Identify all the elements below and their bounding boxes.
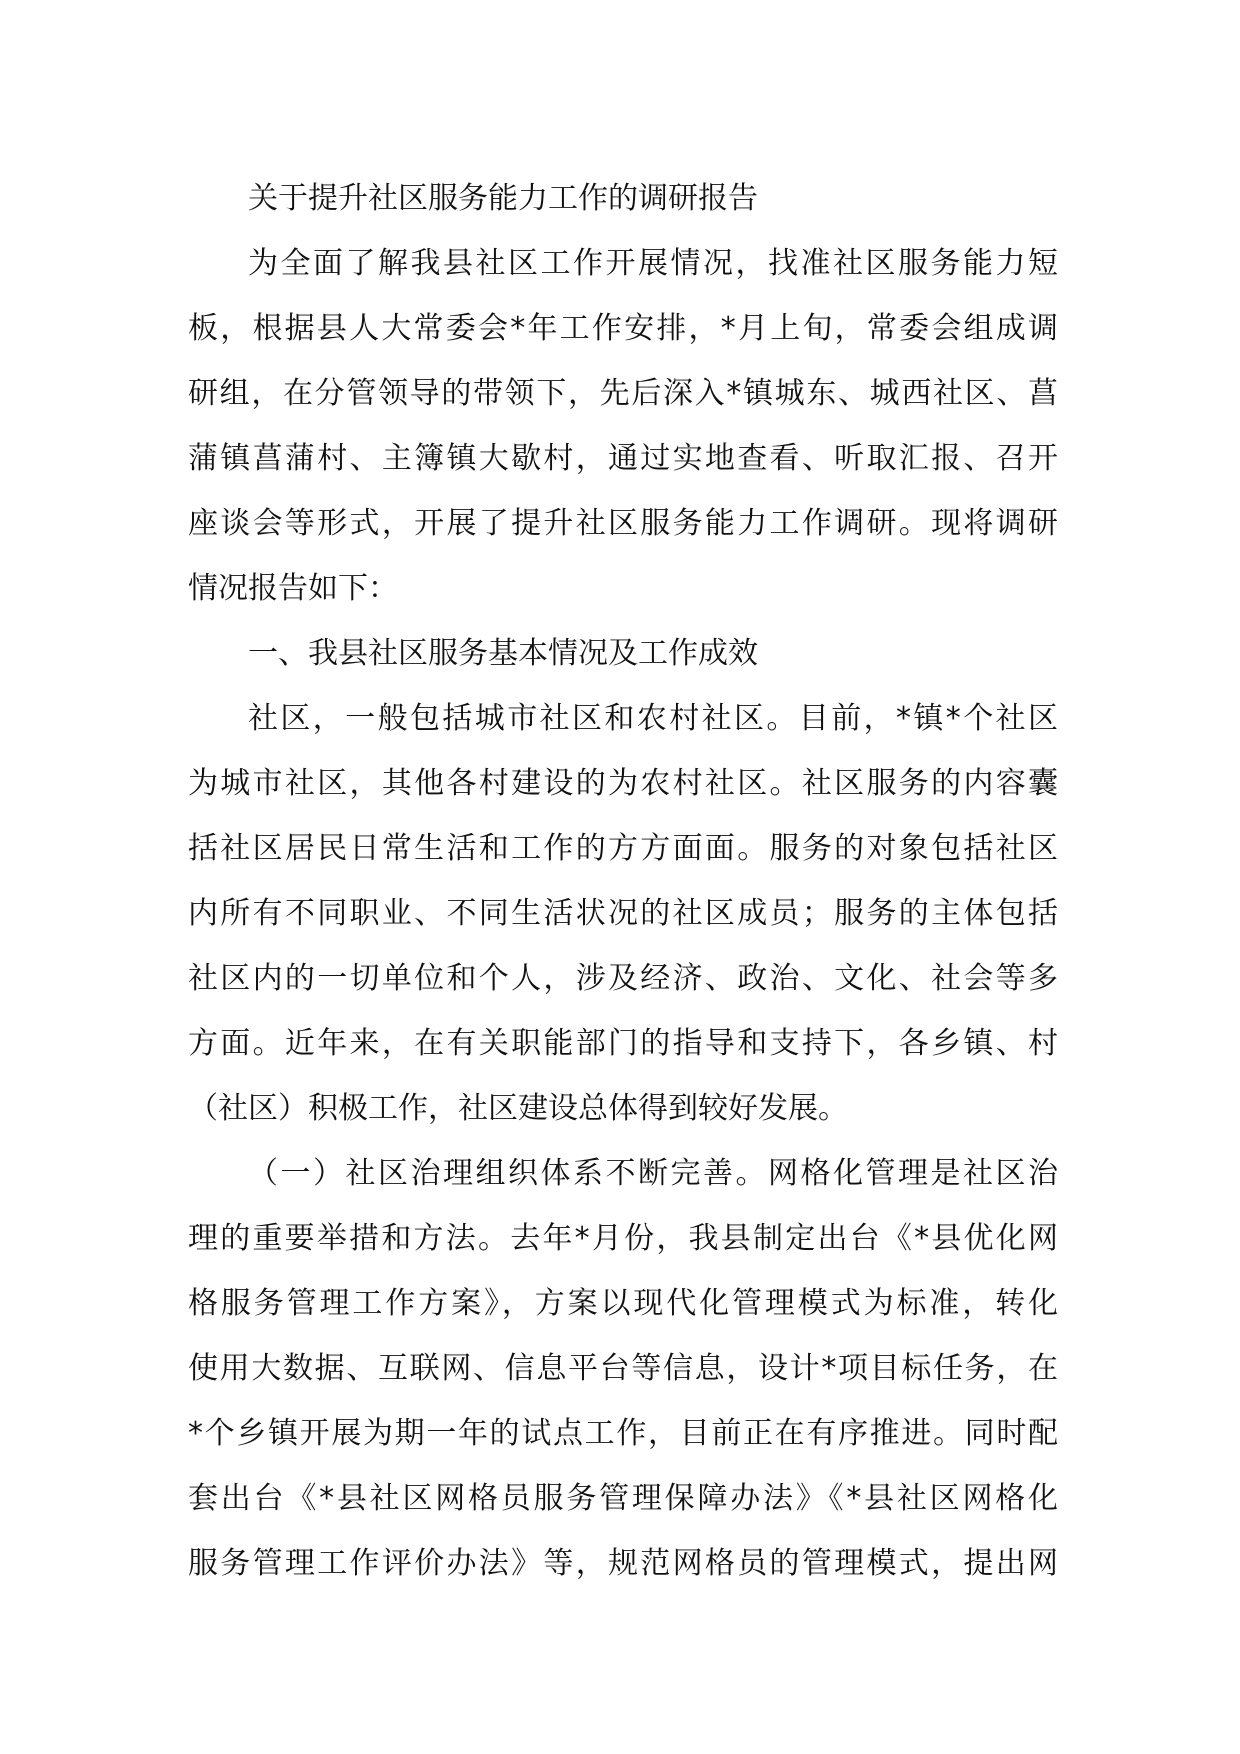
paragraph-line: 情况报告如下： (188, 571, 398, 606)
section-heading-1 (188, 621, 1058, 686)
paragraph-line: 社区，一般包括城市社区和农村社区。目前，*镇*个社区 (248, 701, 1058, 736)
paragraph-line: 为城市社区，其他各村建设的为农村社区。社区服务的内容囊 (188, 766, 1058, 801)
paragraph-line: 板，根据县人大常委会*年工作安排，*月上旬，常委会组成调 (188, 311, 1058, 346)
paragraph-line: 方面。近年来，在有关职能部门的指导和支持下，各乡镇、村 (188, 1026, 1058, 1061)
paragraph-line: 社区内的一切单位和个人，涉及经济、政治、文化、社会等多 (188, 961, 1058, 996)
document-body (188, 166, 1058, 1596)
section-heading: 一、我县社区服务基本情况及工作成效 (248, 636, 758, 671)
paragraph-line: 括社区居民日常生活和工作的方方面面。服务的对象包括社区 (188, 831, 1058, 866)
paragraph-line: *个乡镇开展为期一年的试点工作，目前正在有序推进。同时配 (188, 1416, 1058, 1451)
paragraph-line: 研组，在分管领导的带领下，先后深入*镇城东、城西社区、菖 (188, 376, 1058, 411)
paragraph-line: （社区）积极工作，社区建设总体得到较好发展。 (188, 1091, 848, 1126)
paragraph-governance-system (188, 1141, 1058, 1596)
paragraph-line: （一）社区治理组织体系不断完善。网格化管理是社区治 (248, 1156, 1058, 1191)
paragraph-community-overview (188, 686, 1058, 1141)
paragraph-line: 理的重要举措和方法。去年*月份，我县制定出台《*县优化网 (188, 1221, 1058, 1256)
paragraph-line: 内所有不同职业、不同生活状况的社区成员；服务的主体包括 (188, 896, 1058, 931)
paragraph-line: 服务管理工作评价办法》等，规范网格员的管理模式，提出网 (188, 1546, 1058, 1581)
paragraph-line: 套出台《*县社区网格员服务管理保障办法》《*县社区网格化 (188, 1481, 1058, 1516)
paragraph-line: 为全面了解我县社区工作开展情况，找准社区服务能力短 (248, 246, 1058, 281)
paragraph-line: 使用大数据、互联网、信息平台等信息，设计*项目标任务，在 (188, 1351, 1058, 1386)
paragraph-line: 座谈会等形式，开展了提升社区服务能力工作调研。现将调研 (188, 506, 1058, 541)
document-title: 关于提升社区服务能力工作的调研报告 (248, 181, 758, 216)
paragraph-intro (188, 231, 1058, 621)
paragraph-line: 蒲镇菖蒲村、主簿镇大歇村，通过实地查看、听取汇报、召开 (188, 441, 1058, 476)
paragraph-line: 格服务管理工作方案》，方案以现代化管理模式为标准，转化 (188, 1286, 1058, 1321)
